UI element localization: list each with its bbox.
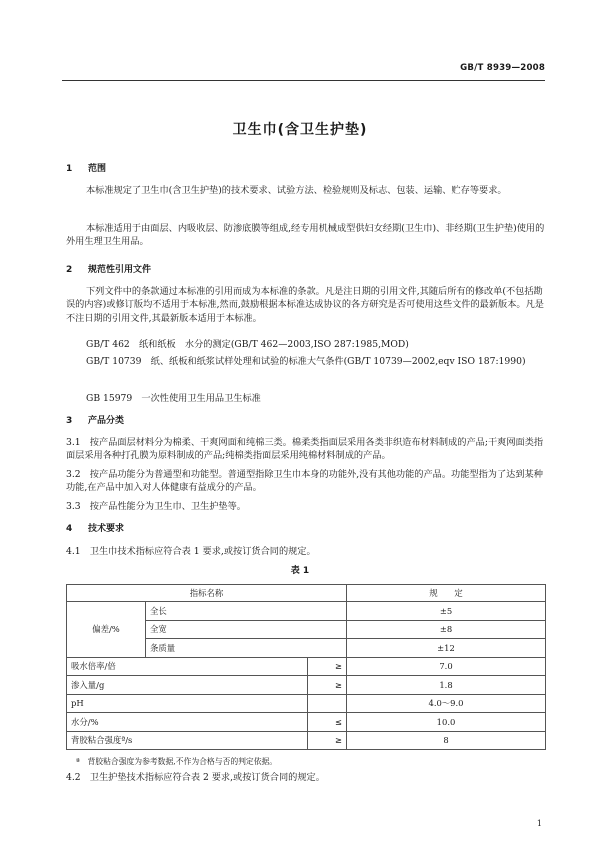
references-paragraph: 下列文件中的条款通过本标准的引用而成为本标准的条款。凡是注日期的引用文件,其随后所有的修改单(不包括勘误的内容)或修订版均不适用于本标准,然而,鼓励根据本标准达成协议的各方研究是否可使用这些文件的最新版本。凡是不注日期的引用文件,其最新版本适用于本标准。 <box>66 286 544 324</box>
section-1-heading <box>66 163 106 176</box>
document-title: 卫生巾(含卫生护垫) <box>232 122 368 138</box>
section-number: 3 <box>66 416 73 426</box>
table-caption: 表 1 <box>290 566 310 576</box>
row-name: 全长 <box>146 602 347 621</box>
row-comparator <box>308 694 347 713</box>
reference-gbt-10739: GB/T 10739 纸、纸板和纸浆试样处理和试验的标准大气条件(GB/T 10739—2002,eqv ISO 187:1990) <box>86 356 526 367</box>
table-header-row <box>67 585 546 602</box>
table-row <box>67 657 546 676</box>
table-row <box>67 602 546 621</box>
row-comparator: ≥ <box>308 731 347 750</box>
row-value: 8 <box>347 731 546 750</box>
row-comparator: ≤ <box>308 713 347 732</box>
header-requirement: 规 定 <box>347 585 546 602</box>
row-value: ±5 <box>347 602 546 621</box>
row-value: 7.0 <box>347 657 546 676</box>
table-row <box>67 694 546 713</box>
row-name: 吸水倍率/倍 <box>67 657 308 676</box>
section-4-heading <box>66 523 124 536</box>
row-value: ±8 <box>347 620 546 639</box>
reference-gbt-462: GB/T 462 纸和纸板 水分的测定(GB/T 462—2003,ISO 287:1985,MOD) <box>86 339 409 350</box>
scope-paragraph-1: 本标准规定了卫生巾(含卫生护垫)的技术要求、试验方法、检验规则及标志、包装、运输、贮存等要求。 <box>86 185 507 196</box>
clause-4-2: 4.2 卫生护垫技术指标应符合表 2 要求,或按订货合同的规定。 <box>66 772 325 783</box>
table-footnote: ª 背胶粘合强度为参考数据,不作为合格与否的判定依据。 <box>76 757 278 766</box>
clause-3-3: 3.3 按产品性能分为卫生巾、卫生护垫等。 <box>66 501 246 512</box>
row-comparator: ≥ <box>308 657 347 676</box>
section-title: 范围 <box>88 164 107 174</box>
table-row <box>67 731 546 750</box>
row-value: ±12 <box>347 639 546 658</box>
section-title: 产品分类 <box>88 416 125 426</box>
clause-4-1: 4.1 卫生巾技术指标应符合表 1 要求,或按订货合同的规定。 <box>66 546 316 557</box>
section-title: 规范性引用文件 <box>88 265 152 275</box>
page-number: 1 <box>536 819 542 828</box>
row-name: 水分/% <box>67 713 308 732</box>
row-comparator: ≥ <box>308 676 347 695</box>
spec-table <box>66 584 546 750</box>
section-number: 2 <box>66 265 73 275</box>
table-row <box>67 713 546 732</box>
section-number: 1 <box>66 164 73 174</box>
table-row <box>67 676 546 695</box>
deviation-group-label: 偏差/% <box>67 602 146 658</box>
row-name: 渗入量/g <box>67 676 308 695</box>
section-title: 技术要求 <box>88 524 125 534</box>
row-value: 10.0 <box>347 713 546 732</box>
section-3-heading <box>66 415 124 428</box>
row-name: 背胶粘合强度ª/s <box>67 731 308 750</box>
reference-gb-15979: GB 15979 一次性使用卫生用品卫生标准 <box>86 393 261 404</box>
header-rule <box>62 80 545 81</box>
row-name: 全宽 <box>146 620 347 639</box>
row-value: 4.0～9.0 <box>347 694 546 713</box>
clause-3-1: 3.1 按产品面层材料分为棉柔、干爽网面和纯棉三类。棉柔类指面层采用各类非织造布材料制成的产品;干爽网面类指面层采用各种打孔膜为原料制成的产品;纯棉类指面层采用纯棉材料制成的产品。 <box>66 437 544 462</box>
standard-number: GB/T 8939—2008 <box>460 63 545 73</box>
row-value: 1.8 <box>347 676 546 695</box>
section-number: 4 <box>66 524 73 534</box>
header-indicator-name: 指标名称 <box>67 585 347 602</box>
scope-paragraph-2: 本标准适用于由面层、内吸收层、防渗底膜等组成,经专用机械成型供妇女经期(卫生巾)、非经期(卫生护垫)使用的外用生理卫生用品。 <box>66 223 545 248</box>
row-name: 条质量 <box>146 639 347 658</box>
clause-3-2: 3.2 按产品功能分为普通型和功能型。普通型指除卫生巾本身的功能外,没有其他功能的产品。功能型指为了达到某种功能,在产品中加入对人体健康有益成分的产品。 <box>66 469 543 494</box>
row-name: pH <box>67 694 308 713</box>
section-2-heading <box>66 264 151 277</box>
